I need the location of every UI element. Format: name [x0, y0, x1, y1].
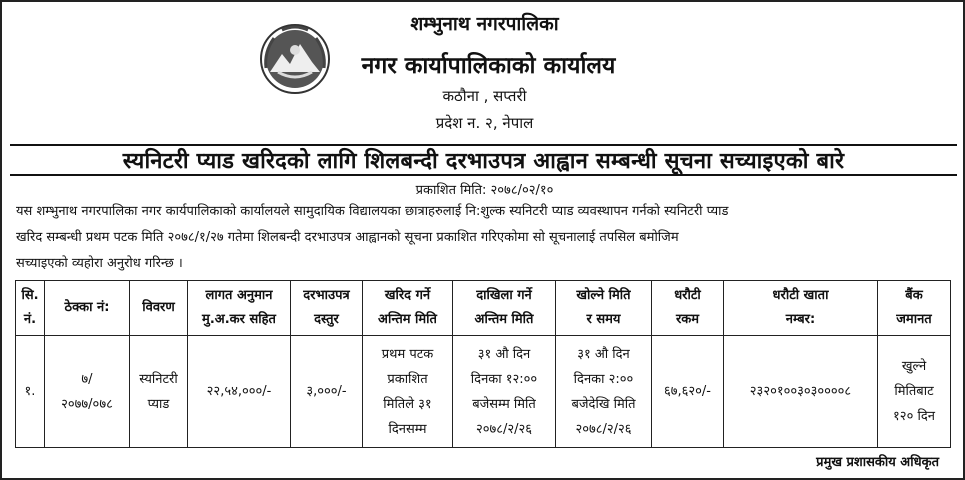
column-header-text: दस्तुर [314, 312, 339, 327]
intro-line: सच्याइएको व्यहोरा अनुरोध गरिन्छ । [16, 256, 183, 271]
table-cell-text: बजेसम्म मिति [472, 396, 536, 412]
column-header [363, 281, 453, 336]
table-cell-text: मितिले ३१ [383, 396, 432, 412]
column-header-text: खोल्ने मिति [576, 288, 631, 303]
notice-title: स्यनिटरी प्याड खरिदको लागि शिलबन्दी दरभाउपत्र आह्वान सम्बन्धी सूचना सच्याइएको बारे [10, 144, 957, 176]
table-cell-text: खुल्ने [901, 359, 927, 374]
table-cell-text: २०७८/२/२६ [475, 421, 533, 437]
table-cell-text: प्याड [147, 396, 170, 412]
table-cell-text: २०७७/०७८ [61, 396, 113, 412]
table-cell [45, 336, 130, 448]
table-cell-text: ३१ औ दिन [577, 346, 630, 362]
column-header [291, 281, 363, 336]
table-cell-text: मितिबाट [894, 384, 934, 399]
column-header [16, 281, 45, 336]
column-header-text: जमानत [896, 312, 932, 327]
column-header-text: र समय [586, 312, 621, 327]
table-cell-text: २०७८/२/२६ [575, 421, 632, 437]
office-name: नगर कार्यापालिकाको कार्यालय [361, 53, 616, 79]
column-header-text: बैंक [905, 288, 923, 303]
column-header-text: रकम [675, 312, 700, 327]
table-cell-text: ३१ औ दिन [477, 346, 531, 362]
table-cell [291, 336, 363, 448]
office-province: प्रदेश न. २, नेपाल [435, 114, 534, 132]
table-cell-text: ३,०००/- [306, 384, 347, 399]
table-cell [724, 336, 878, 448]
table-cell-text: १. [24, 384, 36, 399]
table-cell-text: २२,५४,०००/- [206, 384, 272, 399]
table-cell [130, 336, 188, 448]
municipality-name: शम्भुनाथ नगरपालिका [410, 13, 559, 35]
table-cell-text: दिनका २:०० [573, 371, 634, 387]
table-cell-text: बजेदेखि मिति [571, 396, 636, 412]
column-header-text: विवरण [142, 300, 175, 315]
office-location: कठौना , सप्तरी [442, 87, 527, 105]
column-header-text: लागत अनुमान [205, 288, 273, 303]
signatory: प्रमुख प्रशासकीय अधिकृत [816, 455, 939, 470]
table-cell [16, 336, 45, 448]
table-cell [453, 336, 556, 448]
published-date: प्रकाशित मिति: २०७८/०२/१० [415, 183, 554, 198]
column-header-text: मु.अ.कर सहित [202, 312, 276, 327]
table-cell [878, 336, 951, 448]
table-header-row [16, 281, 951, 336]
column-header-text: नं. [23, 312, 37, 327]
column-header-text: दाखिला गर्ने [476, 288, 532, 303]
table-cell [363, 336, 453, 448]
column-header [130, 281, 188, 336]
table-cell-text: प्रकाशित [387, 371, 428, 387]
table-cell-text: ७/ [81, 371, 93, 387]
column-header-text: सि. [21, 288, 39, 303]
table-cell [188, 336, 291, 448]
table-cell [556, 336, 652, 448]
column-header [556, 281, 652, 336]
intro-line: यस शम्भुनाथ नगरपालिका नगर कार्यपालिकाको कार्यालयले सामुदायिक विद्यालयका छात्राहरुलाई नि:शुल्क स्यनिटरी प्याड व्यवस्थापन गर्नको स्यनिटरी प्याड [16, 204, 729, 219]
notice-intro [16, 199, 953, 277]
column-header-text: ठेक्का नं: [64, 300, 110, 315]
column-header-text: अन्तिम मिति [378, 312, 437, 327]
column-header [188, 281, 291, 336]
column-header-text: खरिद गर्ने [384, 288, 431, 303]
column-header-text: अन्तिम मिति [474, 312, 534, 327]
intro-line: खरिद सम्बन्धी प्रथम पटक मिति २०७८/१/२७ गतेमा शिलबन्दी दरभाउपत्र आह्वानको सूचना प्रकाशित गरिएकोमा सो सूचनालाई तपसिल बमोजिम [16, 230, 679, 245]
column-header [878, 281, 951, 336]
table-cell-text: १२० दिन [893, 409, 935, 424]
tender-table [15, 280, 951, 448]
column-header [652, 281, 724, 336]
table-cell-text: दिनका १२:०० [470, 371, 538, 387]
table-cell-text: स्यनिटरी [139, 371, 178, 387]
table-cell-text: २३२०१००३०३००००८ [749, 384, 852, 399]
table-row [16, 336, 951, 448]
table-cell-text: दिनसम्म [388, 421, 427, 437]
column-header-text: दरभाउपत्र [303, 288, 350, 303]
table-cell-text: प्रथम पटक [381, 346, 434, 362]
column-header [453, 281, 556, 336]
column-header [724, 281, 878, 336]
table-cell [652, 336, 724, 448]
table-cell-text: ६७,६२०/- [663, 384, 711, 399]
column-header-text: नम्बर: [785, 312, 816, 327]
column-header-text: धरौटी खाता [772, 288, 829, 303]
column-header [45, 281, 130, 336]
column-header-text: धरौटी [674, 288, 701, 303]
